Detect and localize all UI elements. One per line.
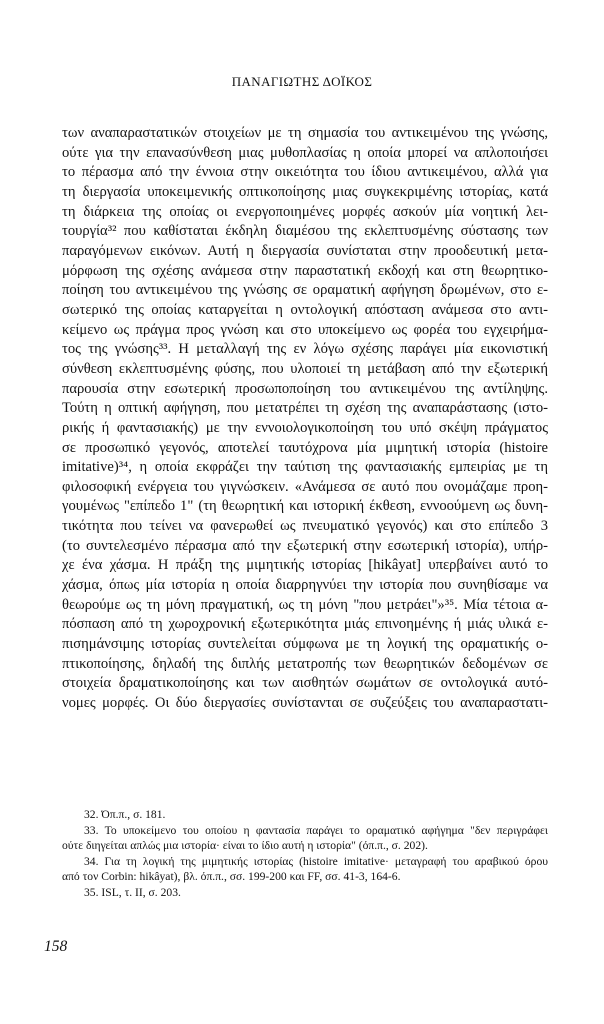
text-line: (το συντελεσμένο πέρασμα από την εξωτερική στην εσωτερική ιστορία), υπήρ- (62, 537, 548, 554)
body-text (62, 124, 548, 714)
text-line: ρικής ή φαντασιακής) με την εννοιολογικοποίηση του υπό σκέψη πράγματος (62, 419, 548, 436)
text-line: παρουσία στην εσωτερική προσωποποίηση του αντικειμένου της αντίληψης. (62, 380, 548, 397)
text-line: θεωρούμε ως τη μόνη πραγματική, ως τη μόνη "που μετράει"»³⁵. Μία τέτοια α- (62, 596, 548, 613)
text-line: imitative)³⁴, η οποία εκφράζει την ταύτιση της φαντασιακής εμπειρίας με τη (62, 459, 548, 476)
footnote-32: 32. Όπ.π., σ. 181. (84, 808, 166, 821)
text-line: σωτερικό της οποίας καταργείται η οντολογική απόσταση ανάμεσα στο αντι- (62, 301, 548, 318)
footnotes (62, 807, 548, 901)
text-line: νομες μορφές. Οι δύο διεργασίες συνίστανται σε συζεύξεις του αναπαραστατι- (62, 695, 548, 712)
text-line: ούτε για την επανασύνθεση μιας μυθοπλασίας η οποία μπορεί να απλοποιήσει (62, 144, 548, 161)
text-line: πτικοποίησης, δηλαδή της διπλής μετατροπής των θεωρητικών δεδομένων σε (62, 655, 548, 672)
text-line: σύνθεση εκλεπτυσμένης φύσης, που υλοποιεί τη μετάβαση από την εξωτερική (62, 360, 548, 377)
footnote-33-continued: ούτε διηγείται απλώς μια ιστορία· είναι το ίδιο αυτή η ιστορία" (όπ.π., σ. 202). (62, 839, 428, 853)
text-line: πισημάνσιμης ιστορίας συντελείται σύμφωνα με τη λογική της οραματικής ο- (62, 636, 548, 653)
text-line: τος της γνώσης³³. Η μεταλλαγή της εν λόγω σχέσης παράγει μία εικονιστική (62, 341, 548, 358)
text-line: πόσπαση από τη χωροχρονική εξωτερικότητα μιάς επινοημένης ή μιάς υλικά ε- (62, 616, 548, 633)
page-number: 158 (44, 938, 68, 955)
text-line: στοιχεία δραματικοποίησης και των αισθητών σωμάτων σε οντολογικά αυτό- (62, 675, 548, 692)
text-line: τη διεργασία υποκειμενικής οπτικοποίησης μιας συγκεκριμένης ιστορίας, κατά (62, 183, 548, 200)
text-line: παραγόμενων εικόνων. Αυτή η διεργασία συνίσταται στην προοδευτική μετα- (62, 242, 548, 259)
text-line: τικότητα που τείνει να φανερωθεί ως πνευματικό γεγονός) και στο επίπεδο 3 (62, 518, 548, 535)
text-line: των αναπαραστατικών στοιχείων με τη σημασία του αντικειμένου της γνώσης, (62, 125, 548, 141)
text-line: μόρφωση της σχέσης ανάμεσα στην παραστατική εκδοχή και στη θεωρητικο- (62, 262, 548, 279)
text-line: γουμένως "επίπεδο 1" (τη θεωρητική και ιστορική έκθεση, εννοούμενη ως δυνη- (62, 498, 548, 515)
text-line: φιλοσοφική ενέργεια του γιγνώσκειν. «Ανάμεσα σε αυτό που ονομάζαμε προη- (62, 478, 548, 495)
text-line: Τούτη η οπτική αφήγηση, που μετατρέπει τη σχέση της αναπαράστασης (ιστο- (62, 400, 548, 417)
text-line: το πέρασμα από την έννοια στην οικειότητα του ίδιου αντικειμένου, αλλά για (62, 164, 548, 181)
text-line: χε ένα χάσμα. Η πράξη της μιμητικής ιστορίας [hikâyat] υπερβαίνει αυτό το (62, 557, 548, 574)
footnote-35: 35. ISL, τ. II, σ. 203. (84, 885, 181, 899)
footnote-33: 33. Το υποκείμενο του οποίου η φαντασία παράγει το οραματικό αφήγημα "δεν περιγράφει (84, 823, 548, 837)
text-line: τουργία³² που καθίσταται έκδηλη διαμέσου της εκλεπτυσμένης σύστασης των (62, 223, 548, 240)
running-header: ΠΑΝΑΓΙΩΤΗΣ ΔΟΪΚΟΣ (231, 74, 373, 89)
footnote-34-continued: από τον Corbin: hikâyat), βλ. όπ.π., σσ. 199-200 και FF, σσ. 41-3, 164-6. (62, 870, 401, 884)
text-line: σε προσωπικό γεγονός, αποτελεί ταυτόχρονα μία μιμητική ιστορία (histoire (62, 439, 548, 456)
text-line: ποίηση του αντικειμένου της γνώσης σε οραματική αφήγηση δρωμένων, στο ε- (62, 282, 548, 299)
text-line: χάσμα, όπως μία ιστορία η οποία διαρρηγνύει την ιστορία που συνηθίσαμε να (62, 577, 548, 594)
footnote-34: 34. Για τη λογική της μιμητικής ιστορίας (histoire imitative· μεταγραφή του αραβικού όρου (84, 854, 548, 868)
text-line: κείμενο ως πράγμα προς γνώση και στο υποκείμενο ως φορέα του εγχειρήμα- (62, 321, 548, 338)
text-line: τη διάρκεια της οποίας οι ενεργοποιημένες μορφές ασκούν μία νοητική λει- (62, 203, 548, 220)
